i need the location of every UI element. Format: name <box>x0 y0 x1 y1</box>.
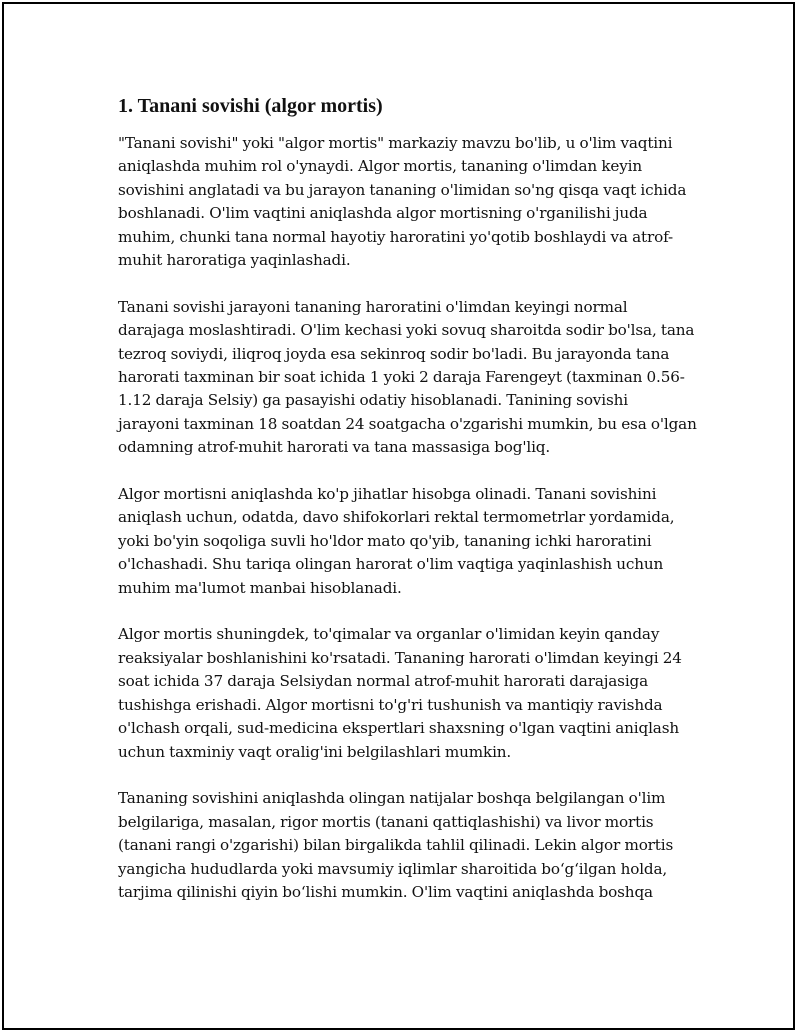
text-line: yangicha hududlarda yoki mavsumiy iqlimlar sharoitida bo‘g‘ilgan holda, <box>118 859 668 878</box>
text-line: o'lchashadi. Shu tariqa olingan harorat o'lim vaqtiga yaqinlashish uchun <box>118 555 664 574</box>
text-line: tezroq soviydi, iliqroq joyda esa sekinroq sodir bo'ladi. Bu jarayonda tana <box>118 344 670 363</box>
text-line: (tanani rangi o'zgarishi) bilan birgalikda tahlil qilinadi. Lekin algor mortis <box>118 836 674 855</box>
text-line: belgilariga, masalan, rigor mortis (tanani qattiqlashishi) va livor mortis <box>118 812 654 831</box>
text-line: reaksiyalar boshlanishini ko'rsatadi. Tananing harorati o'limdan keyingi 24 <box>118 648 682 667</box>
text-line: "Tanani sovishi" yoki "algor mortis" markaziy mavzu bo'lib, u o'lim vaqtini <box>118 134 673 152</box>
text-line: odamning atrof-muhit harorati va tana massasiga bog'liq. <box>118 438 551 457</box>
text-line: aniqlash uchun, odatda, davo shifokorlari rektal termometrlar yordamida, <box>118 508 675 527</box>
paragraph <box>118 787 688 904</box>
text-line: soat ichida 37 daraja Selsiydan normal atrof-muhit harorati darajasiga <box>118 672 649 691</box>
paragraph <box>118 623 688 763</box>
paragraph <box>118 296 697 460</box>
text-line: sovishini anglatadi va bu jarayon tananing o'limidan so'ng qisqa vaqt ichida <box>118 180 687 199</box>
text-line: Algor mortis shuningdek, to'qimalar va organlar o'limidan keyin qanday <box>118 625 660 644</box>
paragraph <box>118 483 688 600</box>
text-line: muhim, chunki tana normal hayotiy haroratini yo'qotib boshlaydi va atrof- <box>118 227 673 246</box>
text-line: aniqlashda muhim rol o'ynaydi. Algor mortis, tananing o'limdan keyin <box>118 157 642 176</box>
text-line: jarayoni taxminan 18 soatdan 24 soatgacha o'zgarishi mumkin, bu esa o'lgan <box>118 414 697 433</box>
text-line: boshlanadi. O'lim vaqtini aniqlashda algor mortisning o'rganilishi juda <box>118 204 648 223</box>
text-line: Algor mortisni aniqlashda ko'p jihatlar hisobga olinadi. Tanani sovishini <box>118 485 657 504</box>
text-line: yoki bo'yin soqoliga suvli ho'ldor mato qo'yib, tananing ichki haroratini <box>118 531 652 550</box>
document-body <box>118 94 697 928</box>
text-line: tarjima qilinishi qiyin bo‘lishi mumkin. O'lim vaqtini aniqlashda boshqa <box>118 882 653 901</box>
text-line: 1.12 daraja Selsiy) ga pasayishi odatiy hisoblanadi. Tanining sovishi <box>118 391 628 410</box>
text-line: tushishga erishadi. Algor mortisni to'g'ri tushunish va mantiqiy ravishda <box>118 695 663 714</box>
text-line: muhit haroratiga yaqinlashadi. <box>118 251 351 270</box>
text-line: uchun taxminiy vaqt oralig'ini belgilashlari mumkin. <box>118 742 512 761</box>
text-line: darajaga moslashtiradi. O'lim kechasi yoki sovuq sharoitda sodir bo'lsa, tana <box>118 321 695 340</box>
section-heading: 1. Tanani sovishi (algor mortis) <box>118 95 383 117</box>
text-line: Tananing sovishini aniqlashda olingan natijalar boshqa belgilangan o'lim <box>118 789 666 808</box>
text-line: o'lchash orqali, sud-medicina ekspertlari shaxsning o'lgan vaqtini aniqlash <box>118 719 679 738</box>
text-line: harorati taxminan bir soat ichida 1 yoki 2 daraja Farengeyt (taxminan 0.56- <box>118 368 685 387</box>
text-line: muhim ma'lumot manbai hisoblanadi. <box>118 578 402 597</box>
text-line: Tanani sovishi jarayoni tananing haroratini o'limdan keyingi normal <box>118 297 628 316</box>
paragraph <box>118 132 688 272</box>
